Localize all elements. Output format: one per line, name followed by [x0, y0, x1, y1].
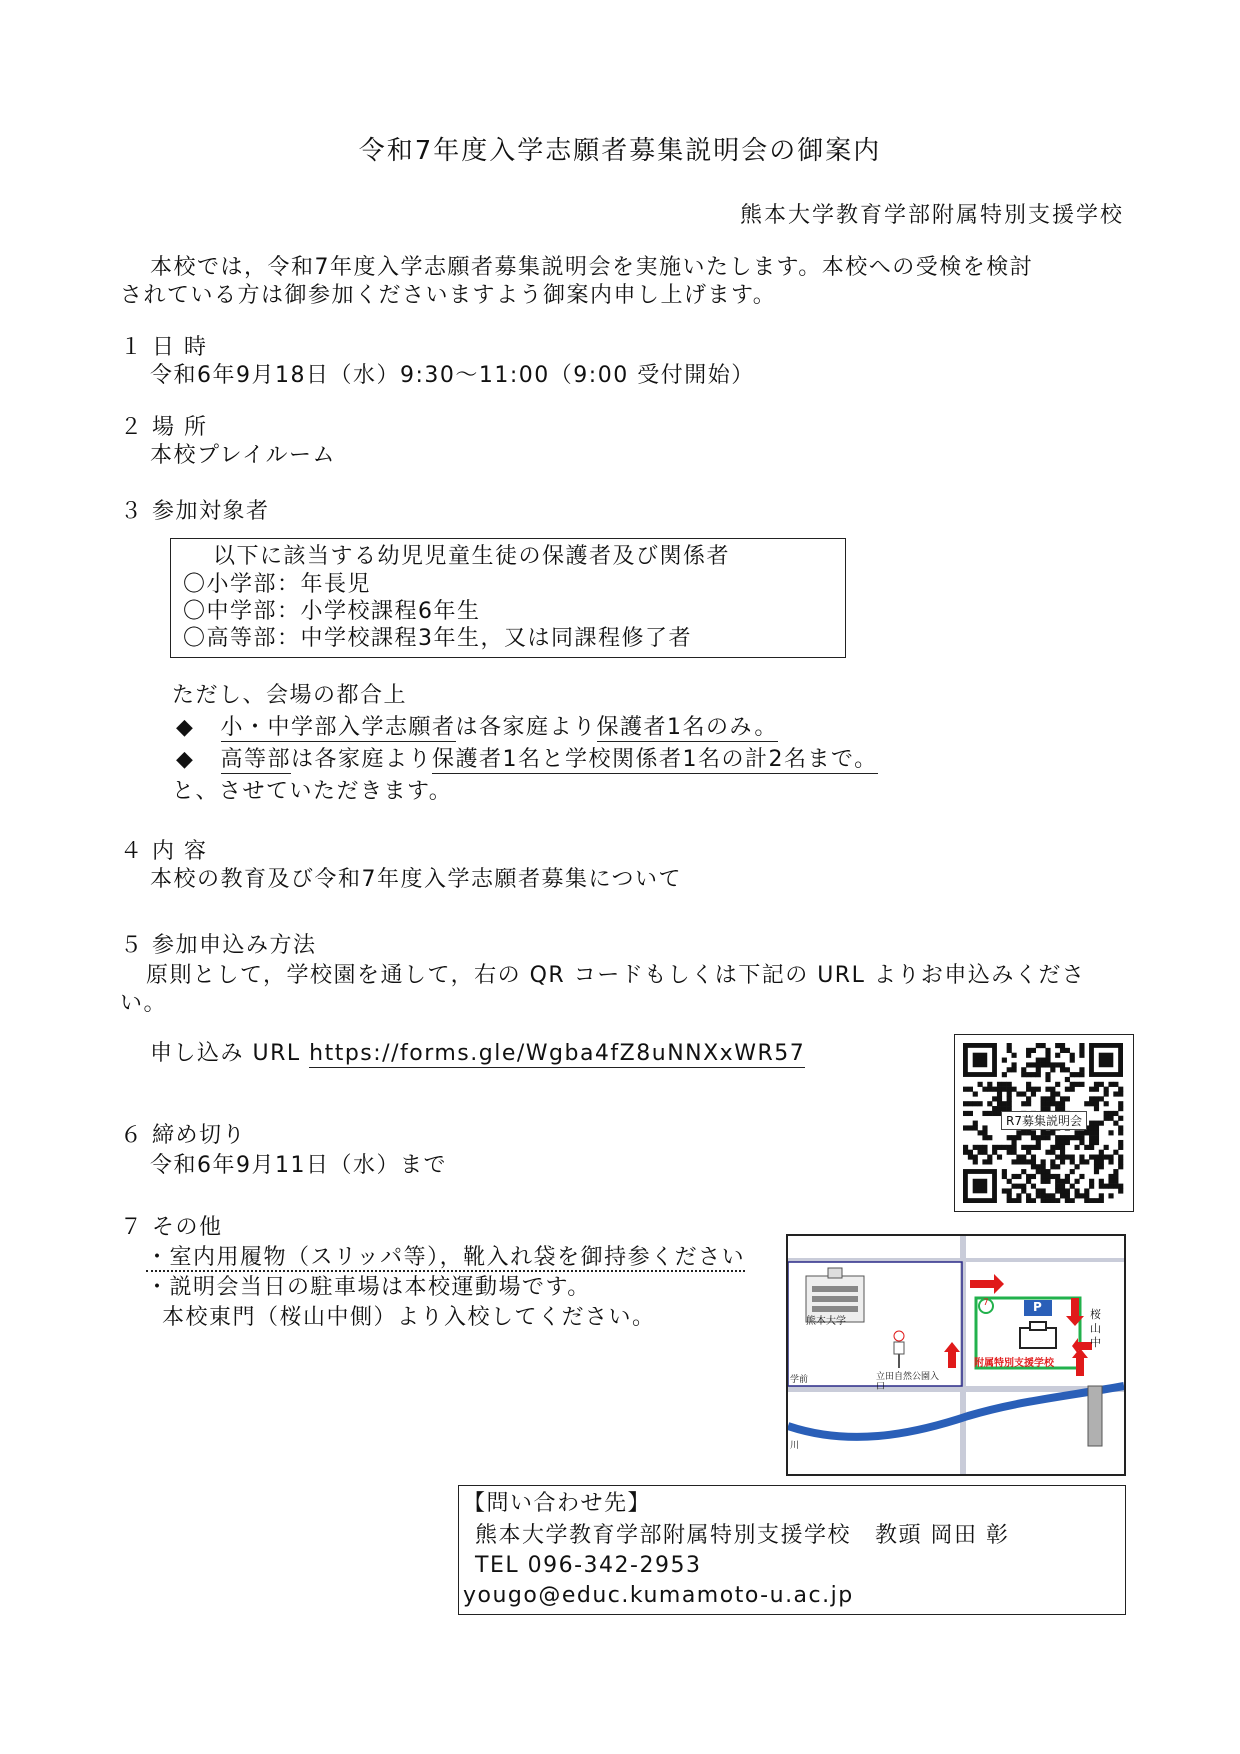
contact-box [458, 1485, 1126, 1615]
map-label-university: 熊本大学 [806, 1316, 846, 1327]
bullet-1-target: 小・中学部入学志願者 [220, 715, 456, 740]
map-label-left-stop: 学前 [790, 1375, 809, 1385]
section-1-heading: １ 日 時 [120, 335, 208, 360]
map-label-school: 附属特別支援学校 [974, 1358, 1054, 1369]
url-line [150, 1040, 805, 1068]
target-lead: 以下に該当する幼児児童生徒の保護者及び関係者 [213, 544, 731, 569]
url-label: 申し込み URL [150, 1041, 301, 1066]
target-item-senior: 〇高等部：中学校課程3年生，又は同課程修了者 [183, 626, 692, 651]
bus-stop-icon [894, 1331, 904, 1368]
section-2-heading: ２ 場 所 [120, 415, 208, 440]
organization-name: 熊本大学教育学部附属特別支援学校 [739, 203, 1124, 228]
map-label-seven: 7 [983, 1298, 989, 1308]
bullet-1-limit: 保護者1名のみ。 [596, 715, 778, 740]
contact-person: 教頭 岡田 彰 [875, 1523, 1010, 1548]
application-url-link[interactable]: https://forms.gle/Wgba4fZ8uNNXxWR57 [309, 1041, 806, 1066]
section-4-heading: ４ 内 容 [120, 839, 208, 864]
section-2-text: 本校プレイルーム [150, 443, 337, 468]
map-label-sakurayama: 桜山中 [1090, 1308, 1101, 1349]
target-box [170, 538, 846, 658]
target-item-junior: 〇中学部：小学校課程6年生 [183, 599, 481, 624]
section-7-item-1 [146, 1244, 745, 1272]
diamond-icon: ◆ [176, 747, 195, 772]
access-map [786, 1234, 1126, 1476]
diamond-icon: ◆ [176, 715, 195, 740]
contact-school [475, 1522, 1010, 1550]
section-7-item-3: 本校東門（桜山中側）より入校してください。 [162, 1305, 656, 1330]
qr-code-frame [954, 1034, 1134, 1212]
section-3-heading: ３ 参加対象者 [120, 499, 270, 524]
bullet-1 [176, 714, 778, 742]
section-6-text: 令和6年9月11日（水）まで [150, 1153, 447, 1178]
road-vertical [960, 1236, 966, 1474]
intro-line-2: されている方は御参加くださいますよう御案内申し上げます。 [120, 283, 777, 308]
intro-line-1: 本校では，令和7年度入学志願者募集説明会を実施いたします。本校への受検を検討 [150, 255, 1034, 280]
note-end: と、させていただきます。 [172, 779, 453, 804]
target-item-elementary: 〇小学部：年長児 [183, 572, 372, 597]
contact-school-name: 熊本大学教育学部附属特別支援学校 [475, 1523, 852, 1548]
section-5-heading: ５ 参加申込み方法 [120, 933, 317, 958]
bullet-2-mid: は各家庭より [291, 747, 433, 772]
contact-heading: 【問い合わせ先】 [463, 1491, 652, 1516]
map-label-bus-stop: 立田自然公園入口 [876, 1372, 940, 1392]
bullet-2-limit: 保護者1名と学校関係者1名の計2名まで。 [432, 747, 878, 772]
section-7-item-2: ・説明会当日の駐車場は本校運動場です。 [146, 1275, 591, 1300]
bullet-2 [176, 746, 878, 774]
bullet-2-target: 高等部 [220, 747, 292, 772]
bullet-1-mid: は各家庭より [455, 715, 597, 740]
section-7-heading: ７ その他 [120, 1215, 223, 1240]
section-4-text: 本校の教育及び令和7年度入学志願者募集について [150, 867, 683, 892]
note-lead: ただし、会場の都合上 [172, 683, 408, 708]
river-line [788, 1386, 1124, 1437]
section-1-text: 令和6年9月18日（水）9:30～11:00（9:00 受付開始） [150, 363, 755, 388]
qr-label: R7募集説明会 [1001, 1111, 1087, 1130]
section-5-text-1: 原則として，学校園を通して，右の QR コードもしくは下記の URL よりお申込みくださ [146, 963, 1086, 988]
document-title: 令和7年度入学志願者募集説明会の御案内 [358, 136, 882, 166]
section-5-text-2: い。 [120, 991, 168, 1016]
map-drawing [788, 1236, 1124, 1474]
contact-tel[interactable]: TEL 096-342-2953 [475, 1553, 702, 1578]
section-7-item-1-text: ・室内用履物（スリッパ等），靴入れ袋を御持参ください [146, 1245, 746, 1270]
map-label-parking: P [1033, 1300, 1042, 1314]
school-building-icon [1020, 1322, 1056, 1348]
contact-email[interactable]: yougo@educ.kumamoto-u.ac.jp [463, 1583, 854, 1608]
bridge [1088, 1386, 1102, 1446]
section-6-heading: ６ 締め切り [120, 1123, 246, 1148]
map-label-river: 川 [790, 1441, 800, 1451]
